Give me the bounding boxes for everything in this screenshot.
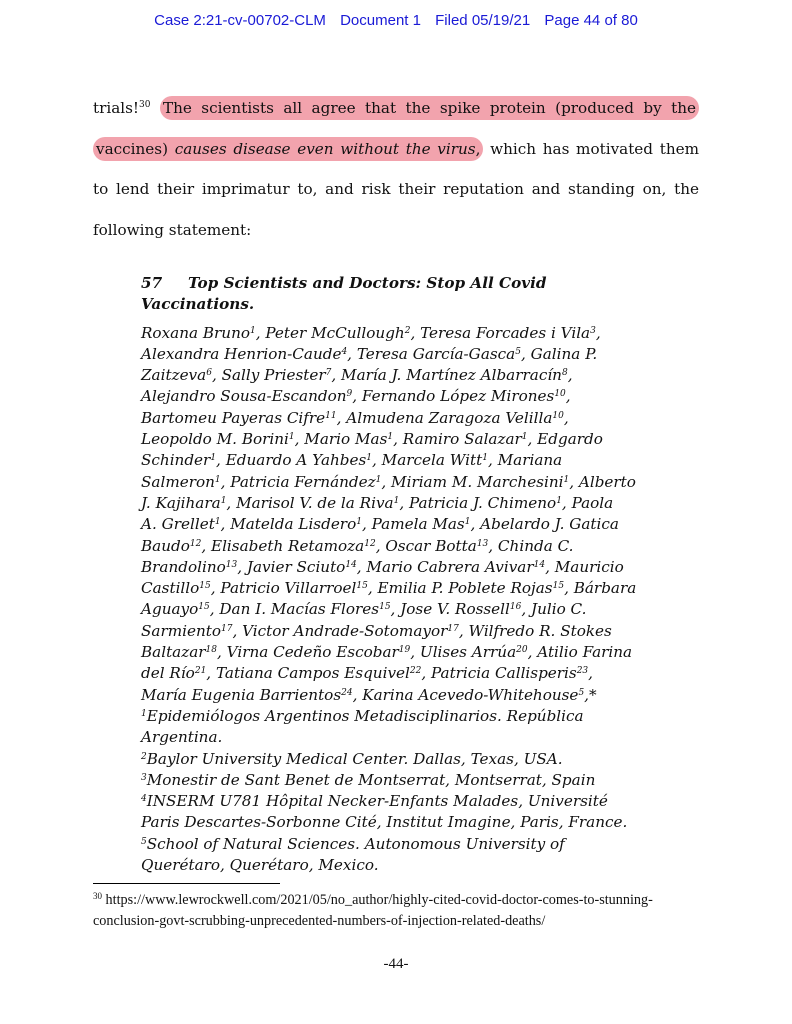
quote-line	[141, 642, 661, 663]
affiliation-marker: 19	[398, 645, 411, 656]
quote-text: Baylor University Medical Center. Dallas, Texas, USA.	[146, 749, 563, 768]
affiliation-marker: 12	[364, 538, 376, 549]
quote-line	[141, 834, 661, 855]
quote-text: María Eugenia Barrientos	[141, 685, 342, 704]
affiliation-marker: 1	[521, 432, 528, 443]
quote-text: Monestir de Sant Benet de Montserrat, Montserrat, Spain	[146, 770, 596, 789]
quote-text: ,	[563, 408, 569, 427]
quote-text: , Peter McCullough	[255, 323, 405, 342]
quote-text: , Atilio Farina	[527, 643, 633, 662]
affiliation-marker: 15	[198, 602, 210, 613]
affiliation-marker: 1	[563, 474, 570, 485]
page-indicator: Page 44 of 80	[544, 12, 638, 29]
affiliation-marker: 3	[590, 325, 596, 336]
quote-text: , Alberto	[569, 472, 636, 491]
affiliation-marker: 1	[141, 708, 147, 719]
affiliation-marker: 7	[325, 368, 332, 379]
quote-line	[141, 727, 661, 748]
quote-line	[141, 599, 661, 620]
affiliation-marker: 22	[409, 666, 422, 677]
quote-text: Schinder	[141, 451, 211, 470]
footnote-url[interactable]: https://www.lewrockwell.com/2021/05/no_author/highly-cited-covid-doctor-comes-to-stunning-conclusion-govt-scrubbing-unprecedented-numbers-of-injection-related-deaths/	[93, 892, 653, 929]
quote-number: 57	[141, 274, 163, 292]
quote-text: , Sally Priester	[211, 366, 326, 385]
affiliation-marker: 5	[578, 687, 585, 698]
quote-line	[141, 429, 661, 450]
quote-text: , Teresa Forcades i Vila	[410, 323, 591, 342]
quote-text: Leopoldo M. Borini	[141, 430, 289, 449]
quote-text: , Galina P.	[520, 344, 598, 363]
quote-text: , Marisol V. de la Riva	[226, 493, 394, 512]
quote-text: , Ulises Arrúa	[410, 643, 517, 662]
quote-text: , Teresa García-Gasca	[347, 344, 516, 363]
quote-line	[141, 621, 661, 642]
quote-text: , Patricia J. Chimeno	[399, 493, 557, 512]
quote-line	[141, 365, 661, 386]
affiliation-marker: 15	[379, 602, 391, 613]
quote-text: , Chinda C.	[488, 536, 574, 555]
affiliation-marker: 9	[346, 389, 353, 400]
quote-line	[141, 493, 661, 514]
block-quote	[141, 273, 661, 876]
body-paragraph	[93, 88, 699, 250]
affiliation-marker: 6	[206, 368, 212, 379]
quote-line	[141, 685, 661, 706]
quote-text: , Patricio Villarroel	[210, 579, 357, 598]
quote-text: J. Kajihara	[141, 493, 221, 512]
quote-text: , Abelardo J. Gatica	[470, 515, 619, 534]
affiliation-marker: 16	[509, 602, 522, 613]
affiliation-marker: 10	[552, 410, 564, 421]
quote-text: , Julio C.	[521, 600, 587, 619]
quote-text: , Victor Andrade-Sotomayor	[232, 621, 448, 640]
quote-line	[141, 770, 661, 791]
affiliation-marker: 15	[552, 581, 565, 592]
quote-text: , Jose V. Rossell	[390, 600, 510, 619]
quote-text: , Matelda Lisdero	[220, 515, 357, 534]
affiliation-marker: 1	[556, 495, 562, 506]
quote-text: , Virna Cedeño Escobar	[217, 643, 399, 662]
affiliation-marker: 5	[141, 836, 147, 847]
affiliation-marker: 14	[533, 559, 546, 570]
affiliation-marker: 1	[482, 453, 488, 464]
quote-text: , Emilia P. Poblete Rojas	[367, 579, 553, 598]
affiliation-marker: 15	[199, 581, 211, 592]
quote-text: Castillo	[141, 579, 200, 598]
quote-text: A. Grellet	[141, 515, 215, 534]
affiliation-marker: 4	[341, 346, 348, 357]
quote-text: , Dan I. Macías Flores	[209, 600, 380, 619]
quote-text: , Marcela Witt	[372, 451, 483, 470]
footnote-divider	[93, 883, 280, 884]
quote-text: Baltazar	[141, 643, 206, 662]
quote-text: Roxana Bruno	[141, 323, 250, 342]
affiliation-marker: 1	[214, 517, 221, 528]
quote-text: ,	[565, 387, 571, 406]
quote-line	[141, 578, 661, 599]
quote-text: Alejandro Sousa-Escandon	[141, 387, 347, 406]
quote-text: , Mauricio	[545, 557, 624, 576]
quote-line	[141, 791, 661, 812]
quote-text: , Almudena Zaragoza Velilla	[336, 408, 553, 427]
quote-text: , Mario Mas	[294, 430, 388, 449]
quote-text: Alexandra Henrion-Caude	[141, 344, 342, 363]
quote-text: , Wilfredo R. Stokes	[458, 621, 612, 640]
affiliation-marker: 18	[205, 645, 217, 656]
highlight-comma: ,	[475, 139, 481, 158]
affiliation-marker: 12	[189, 538, 202, 549]
affiliation-marker: 2	[141, 751, 147, 762]
case-header	[0, 12, 792, 29]
affiliation-marker: 10	[554, 389, 566, 400]
quote-text: , Mariana	[487, 451, 563, 470]
quote-line	[141, 706, 661, 727]
affiliation-marker: 1	[464, 517, 471, 528]
quote-text: del Río	[141, 664, 195, 683]
body-text-end: which has motivated them to lend their imprimatur to, and risk their reputation and standing on, the following statement:	[93, 139, 699, 239]
quote-text: , Tatiana Campos Esquivel	[206, 664, 410, 683]
affiliation-marker: 1	[220, 495, 227, 506]
quote-text: , Patricia Fernández	[220, 472, 376, 491]
quote-text: , Mario Cabrera Avivar	[356, 557, 534, 576]
quote-text: Querétaro, Querétaro, Mexico.	[141, 856, 379, 875]
quote-title-line	[141, 273, 661, 316]
quote-line	[141, 386, 661, 407]
quote-text: ,	[567, 366, 573, 385]
affiliation-marker: 1	[393, 495, 400, 506]
affiliation-marker: 15	[356, 581, 368, 592]
author-list	[141, 323, 661, 877]
quote-text: Salmeron	[141, 472, 215, 491]
quote-text: , Oscar Botta	[375, 536, 477, 555]
affiliation-marker: 13	[476, 538, 489, 549]
filed-date: Filed 05/19/21	[435, 12, 531, 29]
footnote-number: 30	[93, 891, 102, 901]
page-number: -44-	[383, 956, 409, 972]
quote-line	[141, 749, 661, 770]
affiliation-marker: 23	[576, 666, 589, 677]
affiliation-marker: 1	[288, 432, 295, 443]
quote-title: Top Scientists and Doctors: Stop All Covid Vaccinations.	[141, 274, 547, 314]
affiliation-marker: 1	[375, 474, 382, 485]
affiliation-marker: 14	[345, 559, 357, 570]
quote-text: Zaitzeva	[141, 366, 207, 385]
quote-text: , Paola	[561, 493, 614, 512]
quote-line	[141, 812, 661, 833]
document-number: Document 1	[340, 12, 421, 29]
affiliation-marker: 3	[141, 772, 147, 783]
affiliation-marker: 17	[221, 623, 233, 634]
quote-text: Epidemiólogos Argentinos Metadisciplinarios. República	[146, 706, 584, 725]
affiliation-marker: 11	[325, 410, 337, 421]
quote-text: Paris Descartes-Sorbonne Cité, Institut Imagine, Paris, France.	[141, 813, 628, 832]
quote-text: , Miriam M. Marchesini	[381, 472, 564, 491]
quote-line	[141, 663, 661, 684]
affiliation-marker: 21	[194, 666, 207, 677]
affiliation-marker: 1	[366, 453, 373, 464]
quote-line	[141, 344, 661, 365]
quote-text: , Ramiro Salazar	[393, 430, 522, 449]
quote-text: Sarmiento	[141, 621, 221, 640]
quote-text: , Patricia Callisperis	[421, 664, 577, 683]
quote-text: ,	[595, 323, 601, 342]
affiliation-marker: 1	[356, 517, 362, 528]
quote-text: , Elisabeth Retamoza	[201, 536, 365, 555]
affiliation-marker: 5	[515, 346, 521, 357]
affiliation-marker: 1	[250, 325, 256, 336]
affiliation-marker: 13	[225, 559, 238, 570]
affiliation-marker: 4	[141, 794, 147, 805]
case-number: Case 2:21-cv-00702-CLM	[154, 12, 326, 29]
affiliation-marker: 2	[404, 325, 411, 336]
quote-text: Argentina.	[141, 728, 223, 747]
quote-text: , Karina Acevedo-Whitehouse	[352, 685, 579, 704]
quote-text: Aguayo	[141, 600, 199, 619]
affiliation-marker: 1	[387, 432, 394, 443]
affiliation-marker: 1	[214, 474, 221, 485]
quote-text: Baudo	[141, 536, 190, 555]
quote-text: , Edgardo	[527, 430, 603, 449]
quote-line	[141, 557, 661, 578]
quote-text: , María J. Martínez Albarracín	[331, 366, 562, 385]
quote-line	[141, 408, 661, 429]
quote-text: Brandolino	[141, 557, 226, 576]
quote-line	[141, 514, 661, 535]
quote-text: , Javier Sciuto	[237, 557, 346, 576]
quote-line	[141, 536, 661, 557]
affiliation-marker: 1	[210, 453, 217, 464]
affiliation-marker: 20	[516, 645, 528, 656]
quote-line	[141, 855, 661, 876]
footnote	[93, 890, 703, 932]
quote-text: INSERM U781 Hôpital Necker-Enfants Malades, Université	[146, 792, 608, 811]
quote-line	[141, 323, 661, 344]
affiliation-marker: 17	[447, 623, 459, 634]
highlight-italic-text: causes disease even without the virus	[174, 139, 476, 158]
quote-text: , Fernando López Mirones	[352, 387, 555, 406]
quote-text: ,*	[584, 685, 597, 704]
quote-text: , Eduardo A Yahbes	[216, 451, 367, 470]
quote-text: , Bárbara	[564, 579, 637, 598]
affiliation-marker: 24	[341, 687, 353, 698]
quote-text: Bartomeu Payeras Cifre	[141, 408, 326, 427]
quote-line	[141, 472, 661, 493]
quote-line	[141, 450, 661, 471]
footnote-reference[interactable]: 30	[139, 100, 151, 110]
quote-text: School of Natural Sciences. Autonomous University of	[146, 834, 565, 853]
quote-text: , Pamela Mas	[361, 515, 465, 534]
quote-text: ,	[588, 664, 593, 683]
affiliation-marker: 8	[561, 368, 568, 379]
body-text-start: trials!	[93, 99, 140, 117]
highlight-text: The scientists all agree that the spike protein (produced by the vaccines)	[96, 99, 696, 158]
